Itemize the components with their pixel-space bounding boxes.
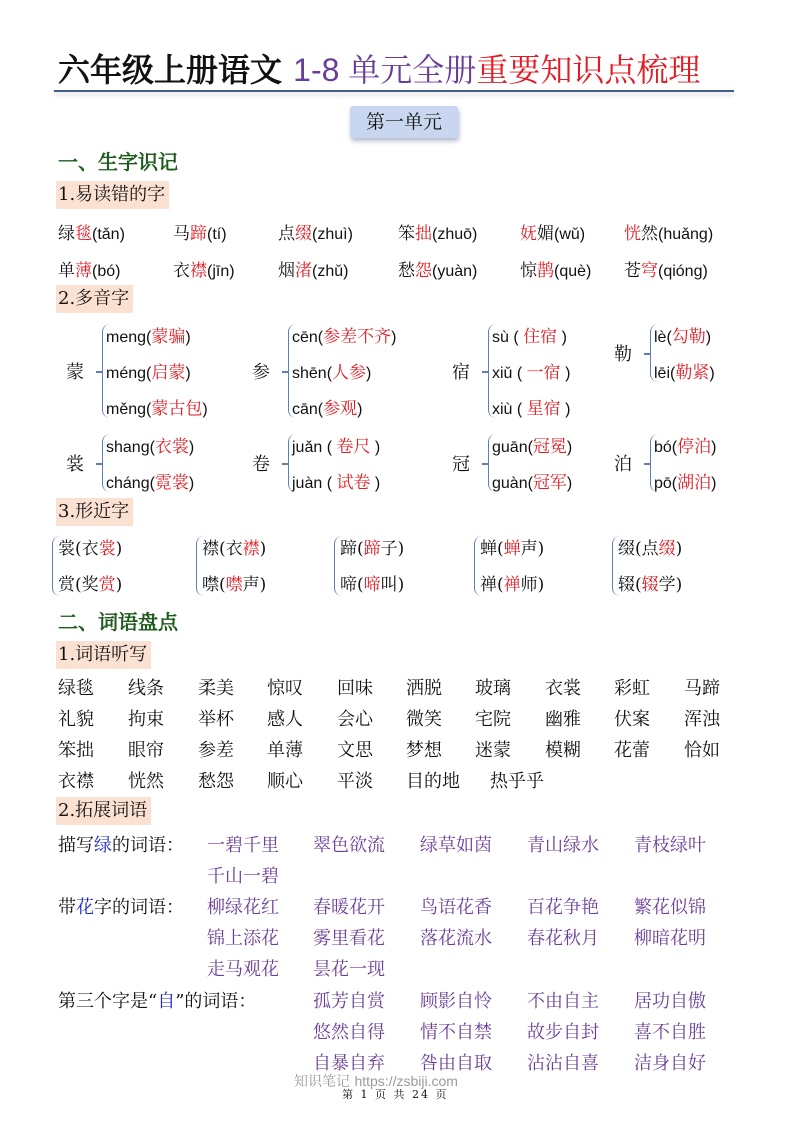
extended-word: 咎由自取 bbox=[420, 1053, 492, 1074]
extended-word: 故步自封 bbox=[527, 1022, 599, 1043]
polyphonic-group bbox=[66, 430, 256, 500]
polyphonic-reading: bó(停泊) bbox=[654, 437, 717, 457]
polyphonic-group bbox=[452, 430, 612, 500]
polyphonic-reading: lēi(勒紧) bbox=[654, 363, 715, 383]
watermark-link[interactable]: https://zsbiji.com bbox=[354, 1073, 458, 1089]
extended-word: 千山一碧 bbox=[207, 866, 279, 887]
polyphonic-reading: meng(蒙骗) bbox=[106, 327, 191, 347]
extended-word: 翠色欲流 bbox=[313, 835, 385, 856]
misread-item: 烟渚(zhǔ) bbox=[278, 261, 349, 281]
misread-item: 点缀(zhuì) bbox=[278, 224, 353, 244]
misread-item: 愁怨(yuàn) bbox=[398, 261, 478, 281]
similar-char-group: 襟(衣襟) 噤(噤声) bbox=[196, 534, 326, 600]
polyphonic-reading: juàn ( 试卷 ) bbox=[292, 473, 381, 493]
polyphonic-char: 宿 bbox=[452, 362, 470, 383]
extended-word: 喜不自胜 bbox=[634, 1022, 706, 1043]
extended-word: 不由自主 bbox=[527, 991, 599, 1012]
extended-word: 春花秋月 bbox=[527, 928, 599, 949]
polyphonic-reading: xiù ( 星宿 ) bbox=[492, 399, 571, 419]
misread-item: 妩媚(wǔ) bbox=[520, 224, 586, 244]
extended-word: 一碧千里 bbox=[207, 835, 279, 856]
polyphonic-char: 卷 bbox=[252, 454, 270, 475]
extended-word: 绿草如茵 bbox=[420, 835, 492, 856]
misread-item: 惊鹊(què) bbox=[520, 261, 592, 281]
polyphonic-reading: cēn(参差不齐) bbox=[292, 327, 397, 347]
polyphonic-reading: cān(参观) bbox=[292, 399, 363, 419]
extended-label-flower: 带花字的词语： bbox=[58, 897, 184, 918]
polyphonic-group bbox=[614, 430, 744, 500]
polyphonic-char: 蒙 bbox=[66, 362, 84, 383]
title-purple-part: 单元全册 bbox=[348, 51, 477, 89]
polyphonic-reading: shang(衣裳) bbox=[106, 437, 195, 457]
polyphonic-reading: juǎn ( 卷尺 ) bbox=[292, 437, 381, 457]
misread-item: 绿毯(tǎn) bbox=[58, 224, 125, 244]
misread-item: 单薄(bó) bbox=[58, 261, 121, 281]
polyphonic-group bbox=[614, 320, 744, 390]
polyphonic-reading: pō(湖泊) bbox=[654, 473, 717, 493]
similar-char-group: 缀(点缀) 辍(辍学) bbox=[612, 534, 742, 600]
extended-word: 鸟语花香 bbox=[420, 897, 492, 918]
misread-item: 衣襟(jīn) bbox=[173, 261, 235, 281]
extended-word: 居功自傲 bbox=[634, 991, 706, 1012]
extended-word: 春暖花开 bbox=[313, 897, 385, 918]
section-heading-1: 一、生字识记 bbox=[58, 150, 178, 174]
extended-word: 洁身自好 bbox=[634, 1053, 706, 1074]
polyphonic-reading: guān(冠冕) bbox=[492, 437, 573, 457]
extended-word: 情不自禁 bbox=[420, 1022, 492, 1043]
title-underline bbox=[54, 90, 734, 92]
extended-word: 沾沾自喜 bbox=[527, 1053, 599, 1074]
subheading-dictation: 1.词语听写 bbox=[56, 641, 151, 669]
polyphonic-reading: shēn(人参) bbox=[292, 363, 372, 383]
extended-word: 锦上添花 bbox=[207, 928, 279, 949]
misread-item: 苍穹(qióng) bbox=[624, 261, 708, 281]
polyphonic-reading: sù ( 住宿 ) bbox=[492, 327, 567, 347]
subheading-easily-misread: 1.易读错的字 bbox=[56, 181, 169, 209]
extended-word: 繁花似锦 bbox=[634, 897, 706, 918]
subheading-extended-words: 2.拓展词语 bbox=[56, 797, 151, 825]
polyphonic-reading: guàn(冠军) bbox=[492, 473, 573, 493]
unit-badge: 第一单元 bbox=[350, 106, 458, 138]
similar-char-group: 裳(衣裳) 赏(奖赏) bbox=[52, 534, 182, 600]
title-unit-range: 1-8 bbox=[293, 52, 349, 88]
title-red-part: 重要知识点梳理 bbox=[476, 51, 701, 89]
section-heading-2: 二、词语盘点 bbox=[58, 610, 178, 634]
page-number: 第 1 页 共 24 页 bbox=[342, 1088, 449, 1101]
similar-char-group: 蝉(蝉声) 禅(禅师) bbox=[474, 534, 604, 600]
polyphonic-group bbox=[452, 320, 612, 424]
polyphonic-group bbox=[66, 320, 256, 424]
extended-word: 柳绿花红 bbox=[207, 897, 279, 918]
polyphonic-group bbox=[252, 430, 442, 500]
extended-word: 百花争艳 bbox=[527, 897, 599, 918]
polyphonic-char: 参 bbox=[252, 362, 270, 383]
polyphonic-char: 勒 bbox=[614, 344, 632, 365]
polyphonic-reading: méng(启蒙) bbox=[106, 363, 191, 383]
polyphonic-group bbox=[252, 320, 442, 424]
extended-word: 昙花一现 bbox=[313, 959, 385, 980]
polyphonic-reading: lè(勾勒) bbox=[654, 327, 712, 347]
subheading-similar-chars: 3.形近字 bbox=[56, 498, 133, 526]
extended-word: 悠然自得 bbox=[313, 1022, 385, 1043]
misread-item: 笨拙(zhuō) bbox=[398, 224, 478, 244]
misread-item: 恍然(huǎng) bbox=[624, 224, 714, 244]
extended-word: 雾里看花 bbox=[313, 928, 385, 949]
polyphonic-reading: měng(蒙古包) bbox=[106, 399, 208, 419]
polyphonic-char: 冠 bbox=[452, 454, 470, 475]
watermark: 知识笔记 https://zsbiji.com bbox=[294, 1073, 458, 1090]
extended-word: 走马观花 bbox=[207, 959, 279, 980]
extended-word: 孤芳自赏 bbox=[313, 991, 385, 1012]
extended-word: 青枝绿叶 bbox=[634, 835, 706, 856]
title-black-part: 六年级上册语文 bbox=[58, 51, 294, 89]
extended-label-self: 第三个字是“自”的词语： bbox=[58, 991, 257, 1012]
extended-label-green: 描写绿的词语： bbox=[58, 835, 184, 856]
polyphonic-char: 泊 bbox=[614, 454, 632, 475]
extended-word: 落花流水 bbox=[420, 928, 492, 949]
polyphonic-char: 裳 bbox=[66, 454, 84, 475]
similar-char-group: 蹄(蹄子) 啼(啼叫) bbox=[334, 534, 464, 600]
extended-word: 顾影自怜 bbox=[420, 991, 492, 1012]
extended-word: 青山绿水 bbox=[527, 835, 599, 856]
document-title-block bbox=[54, 48, 734, 96]
misread-item: 马蹄(tí) bbox=[173, 224, 227, 244]
subheading-polyphonic: 2.多音字 bbox=[56, 285, 133, 313]
polyphonic-reading: xiǔ ( 一宿 ) bbox=[492, 363, 571, 383]
extended-word: 自暴自弃 bbox=[313, 1053, 385, 1074]
polyphonic-reading: cháng(霓裳) bbox=[106, 473, 195, 493]
extended-word: 柳暗花明 bbox=[634, 928, 706, 949]
document-title bbox=[58, 50, 700, 90]
